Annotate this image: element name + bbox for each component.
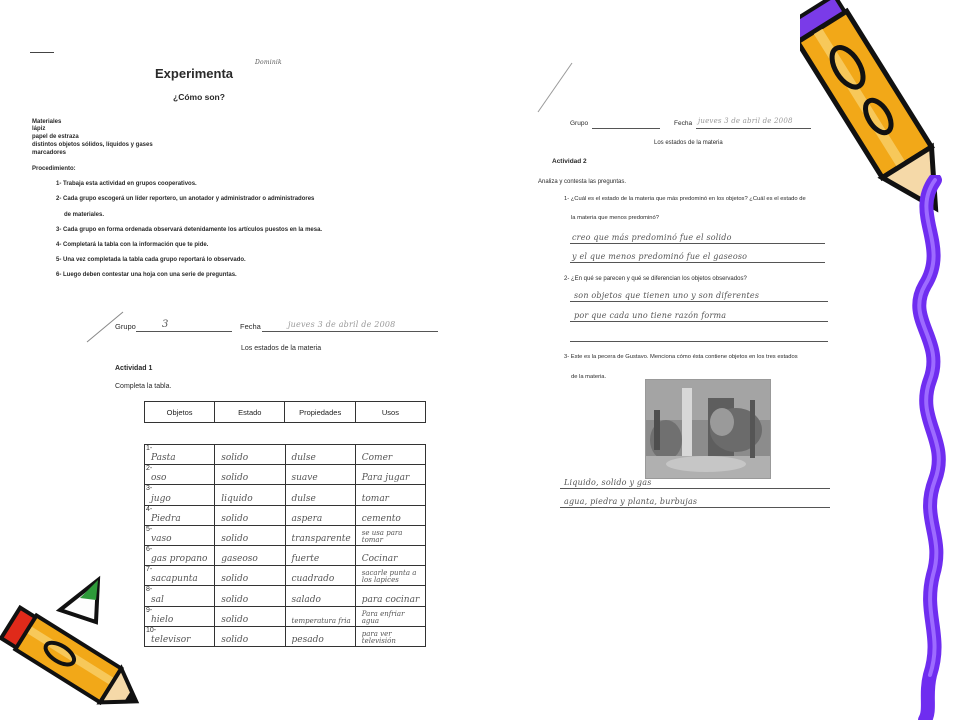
row-number: 9- (146, 606, 153, 614)
answer-line (570, 321, 828, 322)
worksheet-subtitle: ¿Cómo son? (173, 92, 225, 102)
handwritten-uso: para ver televisión (361, 629, 396, 645)
handwritten-objeto: hielo (151, 614, 174, 625)
handwritten-uso: Cocinar (361, 554, 398, 565)
worksheet-title: Experimenta (155, 66, 234, 81)
row-number: 1- (146, 445, 153, 452)
handwritten-estado: solido (221, 533, 249, 544)
header-objetos: Objetos (145, 402, 215, 423)
table-cell-objeto (145, 626, 215, 646)
table-row (145, 445, 426, 465)
answer-line (570, 301, 828, 302)
handwritten-objeto: vaso (151, 533, 172, 544)
handwritten-objeto: jugo (151, 493, 171, 504)
handwritten-propiedad: cuadrado (291, 574, 335, 585)
table-cell-propiedad (285, 465, 355, 485)
table-cell-uso (355, 485, 425, 505)
answer-line (560, 507, 830, 508)
handwritten-objeto: sal (151, 594, 164, 605)
table-cell-uso (355, 465, 425, 485)
handwritten-objeto: oso (151, 473, 167, 484)
handwritten-uso: tomar (361, 493, 389, 504)
grupo-blank (592, 128, 660, 129)
table-cell-objeto (145, 586, 215, 606)
fecha-blank (696, 128, 811, 129)
table-row (145, 545, 426, 565)
handwritten-estado: solido (221, 614, 249, 625)
data-table (144, 444, 426, 647)
table-cell-objeto (145, 485, 215, 505)
answer-3-line2: agua, piedra y planta, burbujas (564, 497, 698, 506)
table-row (145, 465, 426, 485)
answer-2-line2: por que cada uno tiene razón forma (574, 311, 727, 320)
table-row (145, 505, 426, 525)
header-propiedades: Propiedades (285, 402, 356, 423)
grupo-blank (136, 331, 232, 332)
row-number: 10- (146, 626, 157, 634)
table-row (145, 485, 426, 505)
table-cell-propiedad (285, 545, 355, 565)
table-cell-objeto (145, 545, 215, 565)
table-cell-propiedad (285, 525, 355, 545)
activity-heading: Actividad 2 (552, 158, 587, 165)
procedure-step: 1- Trabaja esta actividad en grupos cooperativos. (56, 181, 197, 187)
grupo-label: Grupo (570, 120, 589, 127)
instruction: Completa la tabla. (115, 383, 172, 390)
table-row (145, 626, 426, 646)
page-edge-line (535, 60, 575, 115)
handwritten-uso: Para jugar (361, 473, 410, 484)
table-cell-propiedad (285, 566, 355, 586)
fecha-value: jueves 3 de abril de 2008 (288, 320, 396, 329)
row-number: 4- (146, 505, 153, 513)
procedure-step: 4- Completará la tabla con la información que te pide. (56, 242, 209, 248)
question-3-cont: de la materia. (571, 374, 607, 380)
procedure-step: 3- Cada grupo en forma ordenada observará detenidamente los artículos puestos en la mesa. (56, 227, 323, 233)
row-number: 7- (146, 566, 153, 574)
procedure-step: 6- Luego deben contestar una hoja con una serie de preguntas. (56, 272, 237, 278)
material-item: marcadores (32, 150, 67, 156)
table-row (145, 606, 426, 626)
answer-line (560, 488, 830, 489)
question-2: 2- ¿En qué se parecen y qué se diferencian los objetos observados? (564, 276, 747, 282)
section-title: Los estados de la materia (241, 345, 322, 352)
fish-tank-photo (645, 379, 771, 479)
table-cell-estado (215, 545, 285, 565)
material-item: papel de estraza (32, 134, 79, 140)
fecha-blank (262, 331, 438, 332)
table-cell-objeto (145, 566, 215, 586)
table-cell-estado (215, 485, 285, 505)
table-cell-propiedad (285, 445, 355, 465)
handwritten-estado: solido (221, 594, 249, 605)
table-cell-objeto (145, 606, 215, 626)
handwritten-propiedad: suave (291, 473, 318, 484)
row-number: 3- (146, 485, 153, 493)
table-cell-uso (355, 445, 425, 465)
row-number: 2- (146, 465, 153, 473)
handwritten-estado: solido (221, 513, 249, 524)
grupo-value: 3 (162, 319, 169, 330)
question-1: 1- ¿Cuál es el estado de la materia que más predominó en los objetos? ¿Cuál es el estado de (564, 196, 806, 202)
activity-heading: Actividad 1 (115, 365, 153, 372)
handwritten-estado: solido (221, 453, 249, 464)
table-cell-propiedad (285, 505, 355, 525)
handwritten-propiedad: transparente (291, 533, 351, 544)
handwritten-uso: se usa para tomar (361, 528, 403, 544)
handwritten-propiedad: dulse (291, 493, 316, 504)
table-cell-uso (355, 545, 425, 565)
table-cell-propiedad (285, 586, 355, 606)
handwritten-estado: liquido (221, 493, 253, 504)
table-cell-objeto (145, 505, 215, 525)
table-row (145, 525, 426, 545)
table-cell-propiedad (285, 606, 355, 626)
header-table (144, 401, 426, 423)
question-1-cont: la materia que menos predominó? (571, 215, 659, 221)
fecha-label: Fecha (240, 322, 261, 331)
table-cell-objeto (145, 465, 215, 485)
handwritten-propiedad: salado (291, 594, 321, 605)
handwritten-propiedad: fuerte (291, 554, 320, 565)
table-cell-estado (215, 586, 285, 606)
table-cell-uso (355, 505, 425, 525)
handwritten-uso: Comer (361, 453, 393, 464)
row-number: 6- (146, 545, 153, 553)
procedure-step: de materiales. (64, 212, 105, 218)
handwritten-propiedad: dulse (291, 453, 316, 464)
answer-line (570, 262, 825, 263)
handwritten-estado: solido (221, 473, 249, 484)
top-edge-mark (30, 52, 54, 53)
handwritten-uso: cemento (361, 513, 401, 524)
instruction: Analiza y contesta las preguntas. (538, 179, 627, 185)
table-cell-estado (215, 566, 285, 586)
answer-1-line1: creo que más predominó fue el solido (572, 233, 732, 242)
handwritten-propiedad: temperatura fria (291, 616, 351, 625)
header-estado: Estado (215, 402, 285, 423)
handwritten-objeto: Piedra (151, 513, 181, 524)
fecha-label: Fecha (674, 120, 693, 127)
table-row (145, 586, 426, 606)
section-title: Los estados de la materia (654, 140, 723, 146)
row-number: 5- (146, 525, 153, 533)
material-item: distintos objetos sólidos, líquidos y gases (32, 142, 153, 148)
handwritten-estado: solido (221, 634, 249, 645)
handwritten-uso: Para enfriar agua (361, 609, 405, 625)
procedure-step: 2- Cada grupo escogerá un líder reportero, un anotador y administrador o administradores (56, 196, 315, 202)
procedure-step: 5- Una vez completada la tabla cada grupo reportará lo observado. (56, 257, 246, 263)
table-cell-estado (215, 525, 285, 545)
right-worksheet (530, 60, 840, 520)
answer-line (570, 341, 828, 342)
corner-scribble: Dominik (255, 59, 282, 66)
table-cell-estado (215, 465, 285, 485)
handwritten-propiedad: pesado (291, 634, 324, 645)
answer-line (570, 243, 825, 244)
procedure-heading: Procedimiento: (32, 166, 76, 172)
handwritten-objeto: sacapunta (151, 574, 198, 585)
purple-squiggle (895, 175, 960, 720)
table-cell-estado (215, 626, 285, 646)
materials-heading: Materiales (32, 119, 62, 125)
material-item: lápiz (32, 126, 46, 132)
table-cell-estado (215, 606, 285, 626)
answer-1-line2: y el que menos predominó fue el gaseoso (572, 252, 748, 261)
row-number: 8- (146, 586, 153, 594)
handwritten-estado: solido (221, 574, 249, 585)
table-cell-estado (215, 505, 285, 525)
table-cell-propiedad (285, 485, 355, 505)
question-3: 3- Este es la pecera de Gustavo. Menciona cómo ésta contiene objetos en los tres estados (564, 354, 798, 360)
fish-tank-image (646, 380, 770, 478)
table-cell-uso (355, 606, 425, 626)
answer-3-line1: Liquido, solido y gas (564, 478, 652, 487)
table-cell-objeto (145, 525, 215, 545)
handwritten-objeto: gas propano (151, 554, 208, 565)
grupo-label: Grupo (115, 322, 136, 331)
handwritten-uso: para cocinar (361, 594, 420, 605)
table-cell-uso (355, 566, 425, 586)
answer-2-line1: son objetos que tienen uno y son diferentes (574, 291, 760, 300)
table-cell-uso (355, 586, 425, 606)
table-cell-estado (215, 445, 285, 465)
handwritten-uso: sacarle punta a los lapices (361, 569, 417, 585)
handwritten-objeto: Pasta (151, 453, 176, 464)
table-cell-uso (355, 626, 425, 646)
handwritten-propiedad: aspera (291, 513, 323, 524)
fecha-value: jueves 3 de abril de 2008 (698, 117, 793, 125)
table-cell-objeto (145, 445, 215, 465)
table-cell-propiedad (285, 626, 355, 646)
table-row (145, 566, 426, 586)
handwritten-estado: gaseoso (221, 554, 258, 565)
table-cell-uso (355, 525, 425, 545)
handwritten-objeto: televisor (151, 634, 191, 645)
header-usos: Usos (355, 402, 425, 423)
